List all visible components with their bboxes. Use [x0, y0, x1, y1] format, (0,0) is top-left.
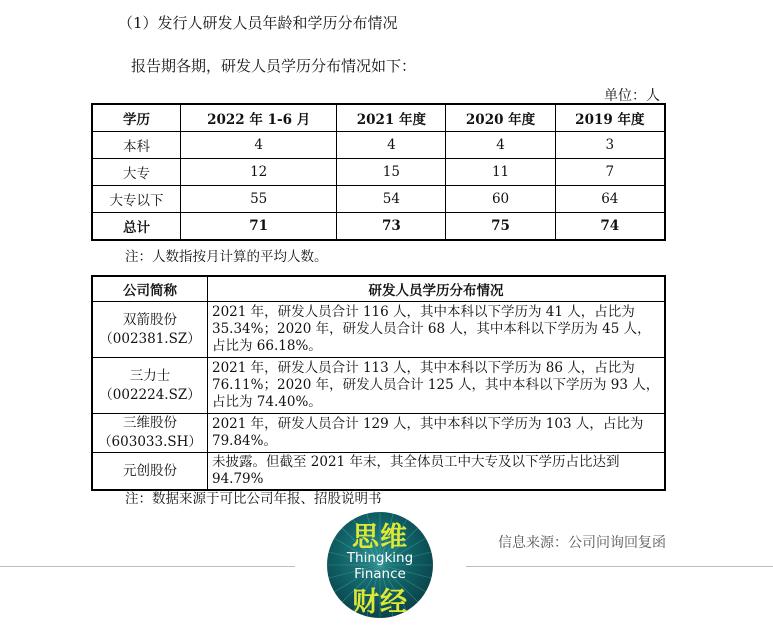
- table-cell: 4: [181, 132, 337, 159]
- table-cell: 4: [337, 132, 446, 159]
- table-cell: 64: [555, 186, 665, 213]
- company-code: （002224.SZ）: [99, 386, 201, 403]
- education-distribution-table: [91, 103, 666, 241]
- header-cell: 学历: [92, 104, 181, 132]
- company-cell: [92, 414, 208, 453]
- header-cell: 公司简称: [92, 276, 208, 302]
- company-name: 三维股份: [123, 415, 177, 431]
- table-row: [92, 453, 665, 491]
- logo-text-bottom: 财经: [352, 587, 408, 618]
- table-header-row: [92, 276, 665, 302]
- header-cell: 2021 年度: [337, 104, 446, 132]
- footer-divider-right: [466, 566, 773, 567]
- table-cell: 55: [181, 186, 337, 213]
- table-cell: 11: [446, 159, 555, 186]
- table-cell: 大专: [92, 159, 181, 186]
- source-caption: 信息来源：公司问询回复函: [498, 535, 666, 551]
- company-code: （603033.SH）: [98, 434, 202, 450]
- company-cell: [92, 358, 208, 414]
- table-cell: 60: [446, 186, 555, 213]
- company-name: 双箭股份: [123, 311, 177, 328]
- table-row: [92, 186, 665, 213]
- total-cell: 73: [337, 213, 446, 241]
- table-cell: 本科: [92, 132, 181, 159]
- table-cell: 12: [181, 159, 337, 186]
- table-cell: 7: [555, 159, 665, 186]
- table-row: [92, 414, 665, 453]
- table2-note: 注：数据来源于可比公司年报、招股说明书: [125, 491, 382, 507]
- header-cell: 2019 年度: [555, 104, 665, 132]
- description-cell: 2021 年，研发人员合计 116 人，其中本科以下学历为 41 人，占比为 35.34%；2020 年，研发人员合计 68 人，其中本科以下学历为 45 人，占比为 66.18%。: [208, 302, 666, 358]
- table-row: [92, 159, 665, 186]
- total-cell: 71: [181, 213, 337, 241]
- total-cell: 75: [446, 213, 555, 241]
- description-cell: 2021 年，研发人员合计 129 人，其中本科以下学历为 103 人，占比为 79.84%。: [208, 414, 666, 453]
- company-name: 三力士: [129, 367, 171, 384]
- table-row: [92, 132, 665, 159]
- description-cell: 2021 年，研发人员合计 113 人，其中本科以下学历为 86 人，占比为 76.11%；2020 年，研发人员合计 125 人，其中本科以下学历为 93 人，占比为 74.40%。: [208, 358, 666, 414]
- table-cell: 大专以下: [92, 186, 181, 213]
- company-code: （002381.SZ）: [99, 330, 201, 347]
- header-cell: 2020 年度: [446, 104, 555, 132]
- table-cell: 54: [337, 186, 446, 213]
- table-row: [92, 302, 665, 358]
- table-cell: 15: [337, 159, 446, 186]
- header-cell: 研发人员学历分布情况: [208, 276, 666, 302]
- intro-paragraph: 报告期各期，研发人员学历分布情况如下：: [131, 57, 417, 75]
- table-total-row: [92, 213, 665, 241]
- total-cell: 总计: [92, 213, 181, 241]
- table-row: [92, 358, 665, 414]
- table1-note: 注：人数指按月计算的平均人数。: [125, 249, 328, 265]
- logo-text-thingking: Thingking: [346, 550, 414, 566]
- header-cell: 2022 年 1-6 月: [181, 104, 337, 132]
- unit-label: 单位：人: [604, 88, 660, 104]
- table-cell: 4: [446, 132, 555, 159]
- thinking-finance-logo: [327, 512, 433, 618]
- description-cell: 未披露。但截至 2021 年末，其全体员工中大专及以下学历占比达到 94.79%: [208, 453, 666, 491]
- company-name: 元创股份: [123, 462, 177, 479]
- table-header-row: [92, 104, 665, 132]
- peer-comparison-table: [91, 275, 666, 491]
- company-cell: [92, 453, 208, 491]
- table-cell: 3: [555, 132, 665, 159]
- logo-text-top: 思维: [352, 522, 408, 553]
- total-cell: 74: [555, 213, 665, 241]
- footer-divider-left: [0, 566, 295, 567]
- logo-text-finance: Finance: [354, 566, 406, 582]
- company-cell: [92, 302, 208, 358]
- section-heading: （1）发行人研发人员年龄和学历分布情况: [118, 14, 398, 32]
